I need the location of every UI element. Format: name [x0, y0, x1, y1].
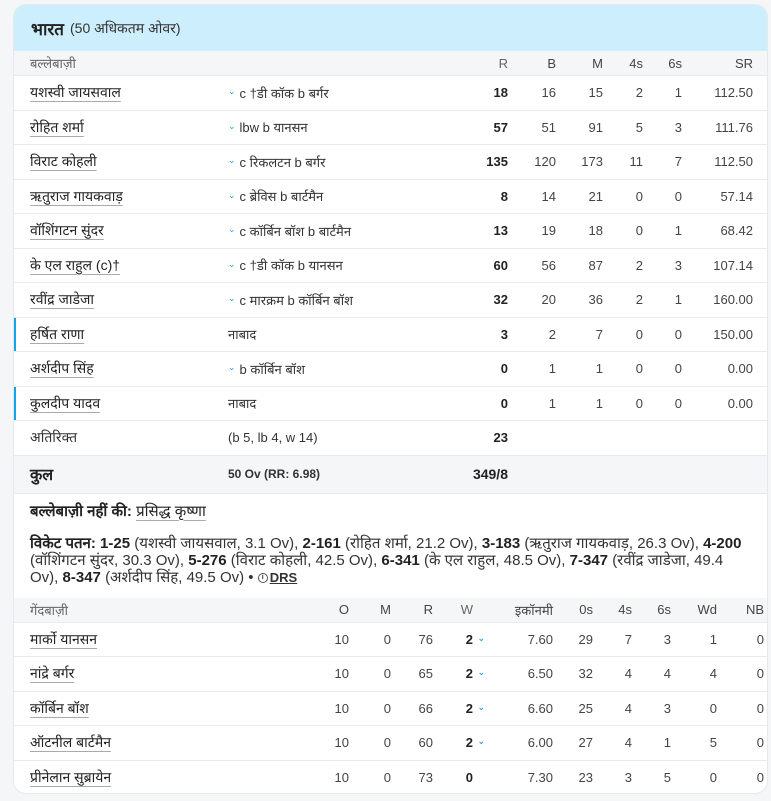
batter-name[interactable]: विराट कोहली [30, 153, 97, 170]
fow-item: 7-347 (रवींद्र जाडेजा, 49.4 Ov), [30, 551, 724, 586]
fours: 11 [629, 154, 643, 170]
batter-name-cell [14, 394, 228, 413]
bowler-row [14, 725, 767, 760]
fow-item: 1-25 (यशस्वी जायसवाल, 3.1 Ov), [100, 534, 303, 552]
batting-label: बल्लेबाज़ी [30, 56, 76, 71]
wickets[interactable] [433, 632, 487, 647]
chevron-down-icon[interactable]: ⌄ [228, 120, 236, 131]
dismissal-text: c कॉर्बिन बॉश b बार्टमैन [239, 223, 352, 239]
wickets-value: 2 [465, 631, 473, 647]
extras-value: 23 [493, 430, 508, 446]
balls: 120 [534, 154, 556, 170]
batter-name[interactable]: के एल राहुल (c)† [30, 256, 121, 273]
strike-rate: 150.00 [713, 326, 753, 342]
balls: 19 [541, 223, 556, 239]
wickets-value: 2 [465, 700, 473, 716]
fow-detail: (रवींद्र जाडेजा, 49.4 Ov) [30, 551, 724, 586]
batter-row [14, 144, 767, 179]
fow-score: 6-341 [381, 551, 420, 569]
sixes: 7 [674, 154, 682, 170]
strike-rate: 57.14 [720, 188, 753, 204]
fow-score: 3-183 [481, 534, 521, 552]
fours-conceded: 3 [624, 769, 632, 785]
dismissal-cell[interactable] [228, 222, 448, 240]
dismissal-text: नाबाद [228, 327, 257, 343]
dismissal-text: c ब्रेविस b बार्टमैन [239, 189, 324, 205]
fow-score: 1-25 [100, 534, 131, 552]
did-not-bat-label: बल्लेबाज़ी नहीं की: [30, 502, 132, 520]
fow-detail: (के एल राहुल, 48.5 Ov) [423, 551, 562, 569]
fours: 2 [635, 85, 643, 101]
fow-detail: (वॉशिंगटन सुंदर, 30.3 Ov) [30, 551, 180, 569]
fow-score: 5-276 [188, 551, 227, 569]
runs: 135 [486, 154, 508, 170]
col-fours-conceded: 4s [618, 602, 632, 617]
bowler-name[interactable]: प्रीनेलान सुब्रायेन [30, 768, 112, 785]
fow-detail: (विराट कोहली, 42.5 Ov) [230, 551, 374, 569]
dismissal-text: c †डी कॉक b यानसन [239, 258, 343, 274]
strike-rate: 160.00 [713, 292, 753, 308]
overs: 10 [334, 769, 349, 785]
runs: 0 [500, 361, 508, 377]
batter-name[interactable]: रोहित शर्मा [30, 118, 84, 135]
dots: 32 [578, 666, 593, 682]
minutes: 1 [595, 361, 603, 377]
batting-rows [14, 75, 767, 420]
col-sixes: 6s [668, 55, 682, 71]
overs: 10 [334, 666, 349, 682]
bowler-name-cell [14, 699, 314, 718]
total-row [14, 455, 767, 493]
bowler-name-cell [14, 768, 314, 787]
bowler-name[interactable]: नांद्रे बर्गर [30, 665, 75, 682]
fow-item [63, 569, 249, 586]
col-strike-rate: SR [734, 55, 753, 71]
did-not-bat-player[interactable]: प्रसिद्ध कृष्णा [136, 502, 206, 520]
col-economy: इकॉनमी [514, 602, 553, 618]
dismissal-text: नाबाद [228, 396, 257, 412]
batter-name[interactable]: यशस्वी जायसवाल [30, 84, 121, 101]
no-balls: 0 [756, 700, 764, 716]
sixes-conceded: 4 [663, 666, 671, 682]
economy: 6.50 [527, 666, 553, 682]
chevron-down-icon[interactable]: ⌄ [228, 258, 236, 269]
no-balls: 0 [756, 735, 764, 751]
balls: 14 [541, 188, 556, 204]
fours: 0 [635, 395, 643, 411]
bowler-name[interactable]: मार्को यानसन [30, 630, 98, 647]
drs-label: DRS [269, 569, 298, 585]
batter-name-cell [14, 256, 228, 275]
minutes: 1 [595, 395, 603, 411]
runs-conceded: 65 [418, 666, 433, 682]
fours-conceded: 4 [624, 666, 632, 682]
batting-table-header [14, 51, 767, 75]
wickets-value: 2 [465, 735, 473, 751]
no-balls: 0 [756, 631, 764, 647]
batter-row [14, 248, 767, 283]
overs: 10 [334, 700, 349, 716]
bowling-table-header [14, 598, 767, 622]
minutes: 91 [588, 119, 603, 135]
sixes: 1 [674, 85, 682, 101]
batter-row [14, 110, 767, 145]
team-name: भारत [31, 19, 64, 39]
bowler-name-cell [14, 664, 314, 683]
chevron-down-icon[interactable]: ⌄ [228, 189, 236, 200]
dismissal-text: lbw b यानसन [239, 120, 308, 136]
chevron-down-icon[interactable]: ⌄ [477, 701, 485, 712]
runs: 13 [493, 223, 508, 239]
extras-label: अतिरिक्त [30, 429, 78, 446]
sixes: 3 [674, 257, 682, 273]
batter-name-cell [14, 187, 228, 206]
wides: 4 [709, 666, 717, 682]
sixes: 0 [674, 326, 682, 342]
fours: 0 [635, 223, 643, 239]
runs-conceded: 73 [418, 769, 433, 785]
runs: 18 [493, 85, 508, 101]
fow-item: 4-200 (वॉशिंगटन सुंदर, 30.3 Ov), [30, 534, 742, 569]
info-icon: i [258, 573, 268, 583]
strike-rate: 112.50 [714, 85, 753, 101]
batter-name-cell [14, 152, 228, 171]
wickets[interactable] [433, 666, 487, 681]
fow-detail: (रोहित शर्मा, 21.2 Ov) [345, 534, 474, 552]
sixes-conceded: 3 [663, 631, 671, 647]
overs: 10 [334, 735, 349, 751]
runs-conceded: 66 [418, 700, 433, 716]
fours: 0 [635, 188, 643, 204]
fow-item: 2-161 (रोहित शर्मा, 21.2 Ov), [302, 534, 482, 552]
runs: 0 [500, 395, 508, 411]
wides: 5 [709, 735, 717, 751]
batter-name-cell [14, 83, 228, 102]
chevron-down-icon[interactable]: ⌄ [477, 736, 485, 747]
dismissal-text: c रिकलटन b बर्गर [239, 154, 326, 170]
fow-separator: • [248, 568, 254, 586]
dismissal-cell[interactable] [228, 153, 448, 171]
bowler-name[interactable]: ऑटनील बार्टमैन [30, 734, 111, 751]
fow-score: 7-347 [569, 551, 609, 569]
dismissal-cell[interactable] [228, 118, 448, 136]
drs-link[interactable] [258, 570, 297, 585]
wickets [433, 770, 487, 785]
fours-conceded: 7 [624, 631, 632, 647]
maidens: 0 [383, 769, 391, 785]
col-sixes-conceded: 6s [657, 602, 671, 617]
batter-name-cell [14, 221, 228, 240]
bowler-row [14, 691, 767, 726]
chevron-down-icon[interactable]: ⌄ [228, 362, 236, 373]
batter-row [14, 179, 767, 214]
strike-rate: 0.00 [727, 395, 753, 411]
total-score: 349/8 [472, 466, 508, 482]
fow-label: विकेट पतन: [30, 534, 96, 552]
fow-detail: (ऋतुराज गायकवाड़, 26.3 Ov) [524, 534, 695, 552]
minutes: 21 [588, 188, 603, 204]
fow-items [30, 535, 741, 586]
minutes: 18 [588, 223, 603, 239]
strike-rate: 111.76 [715, 119, 753, 135]
dots: 29 [578, 631, 593, 647]
bowler-row [14, 622, 767, 657]
total-label: कुल [30, 467, 54, 484]
batter-name-cell [14, 290, 228, 309]
sixes-conceded: 3 [663, 700, 671, 716]
minutes: 87 [588, 257, 603, 273]
scorecard-card [14, 5, 767, 793]
minutes: 7 [595, 326, 603, 342]
runs: 32 [493, 292, 508, 308]
fours: 2 [635, 292, 643, 308]
batter-name[interactable]: अर्शदीप सिंह [30, 360, 94, 377]
col-runs-conceded: R [423, 602, 433, 617]
economy: 7.60 [527, 631, 553, 647]
fours: 0 [635, 326, 643, 342]
strike-rate: 107.14 [713, 257, 753, 273]
runs: 3 [500, 326, 508, 342]
fow-item: 3-183 (ऋतुराज गायकवाड़, 26.3 Ov), [481, 534, 704, 552]
total-overs: 50 Ov (RR: 6.98) [228, 467, 321, 481]
maidens: 0 [383, 666, 391, 682]
balls: 20 [541, 292, 556, 308]
col-wides: Wd [697, 602, 717, 617]
batter-row [14, 282, 767, 317]
wickets[interactable] [433, 701, 487, 716]
bowler-name-cell [14, 733, 314, 752]
dismissal-text: c †डी कॉक b बर्गर [239, 85, 329, 101]
sixes: 1 [674, 292, 682, 308]
fours: 5 [635, 119, 643, 135]
wides: 0 [709, 769, 717, 785]
bowler-name[interactable]: कॉर्बिन बॉश [30, 699, 89, 716]
col-maidens: M [380, 602, 391, 617]
balls: 56 [541, 257, 556, 273]
dismissal-cell[interactable] [228, 291, 448, 309]
chevron-down-icon[interactable]: ⌄ [228, 293, 236, 304]
extras-detail: (b 5, lb 4, w 14) [228, 430, 318, 446]
batter-name[interactable]: रवींद्र जाडेजा [30, 291, 94, 308]
fow-detail: (यशस्वी जायसवाल, 3.1 Ov) [134, 534, 295, 552]
dismissal-cell[interactable] [228, 256, 448, 274]
col-balls: B [547, 55, 556, 71]
batter-name[interactable]: कुलदीप यादव [30, 394, 101, 411]
no-balls: 0 [756, 666, 764, 682]
innings-header [14, 5, 767, 51]
batter-name-cell [14, 118, 228, 137]
batter-row [14, 386, 767, 421]
runs-conceded: 60 [418, 735, 433, 751]
dismissal-text: b कॉर्बिन बॉश [239, 361, 305, 377]
bowler-row [14, 656, 767, 691]
economy: 7.30 [527, 769, 553, 785]
runs: 60 [493, 257, 508, 273]
fours: 0 [635, 361, 643, 377]
minutes: 173 [581, 154, 603, 170]
overs-note: (50 अधिकतम ओवर) [70, 19, 181, 36]
chevron-down-icon[interactable]: ⌄ [477, 667, 485, 678]
dots: 23 [578, 769, 593, 785]
balls: 16 [541, 85, 556, 101]
maidens: 0 [383, 631, 391, 647]
sixes: 3 [674, 119, 682, 135]
strike-rate: 68.42 [720, 223, 753, 239]
runs: 57 [493, 119, 508, 135]
maidens: 0 [383, 735, 391, 751]
runs: 8 [500, 188, 508, 204]
fow-item: 6-341 (के एल राहुल, 48.5 Ov), [381, 551, 570, 569]
overs: 10 [334, 631, 349, 647]
bowler-row [14, 760, 767, 794]
sixes: 1 [674, 223, 682, 239]
col-wickets: W [460, 602, 473, 617]
balls: 1 [548, 361, 556, 377]
col-fours: 4s [629, 55, 643, 71]
fours: 2 [635, 257, 643, 273]
balls: 51 [541, 119, 556, 135]
dismissal-cell [228, 325, 448, 343]
maidens: 0 [383, 700, 391, 716]
sixes: 0 [674, 361, 682, 377]
batter-row [14, 213, 767, 248]
chevron-down-icon[interactable]: ⌄ [228, 224, 236, 235]
fow-detail: (अर्शदीप सिंह, 49.5 Ov) [105, 568, 245, 586]
batter-name[interactable]: ऋतुराज गायकवाड़ [30, 187, 123, 204]
strike-rate: 112.50 [714, 154, 753, 170]
minutes: 15 [588, 85, 603, 101]
wickets-value: 0 [465, 769, 473, 785]
bowling-label: गेंदबाज़ी [30, 602, 69, 618]
dismissal-cell [228, 394, 448, 412]
chevron-down-icon[interactable]: ⌄ [228, 86, 236, 97]
strike-rate: 0.00 [727, 361, 753, 377]
wides: 1 [709, 631, 717, 647]
fours-conceded: 4 [624, 735, 632, 751]
wickets-value: 2 [465, 666, 473, 682]
col-dots: 0s [579, 602, 593, 617]
fow-score: 4-200 [703, 534, 742, 552]
dismissal-text: c मारक्रम b कॉर्बिन बॉश [239, 292, 353, 308]
batter-row [14, 75, 767, 110]
sixes: 0 [674, 395, 682, 411]
col-minutes: M [592, 55, 603, 71]
bowler-name-cell [14, 630, 314, 649]
batter-row [14, 351, 767, 386]
fours-conceded: 4 [624, 700, 632, 716]
fow-score: 8-347 [62, 568, 101, 586]
fow-item: 5-276 (विराट कोहली, 42.5 Ov), [188, 551, 382, 569]
minutes: 36 [588, 292, 603, 308]
chevron-down-icon[interactable]: ⌄ [477, 632, 485, 643]
dots: 25 [578, 700, 593, 716]
fow-score: 2-161 [302, 534, 341, 552]
wides: 0 [709, 700, 717, 716]
col-no-balls: NB [745, 602, 764, 617]
col-overs: O [338, 602, 349, 617]
balls: 2 [548, 326, 556, 342]
sixes: 0 [674, 188, 682, 204]
batter-name[interactable]: वॉशिंगटन सुंदर [30, 222, 104, 239]
batter-name-cell [14, 325, 228, 344]
runs-conceded: 76 [418, 631, 433, 647]
balls: 1 [548, 395, 556, 411]
economy: 6.00 [527, 735, 553, 751]
sixes-conceded: 1 [663, 735, 671, 751]
wickets[interactable] [433, 735, 487, 750]
extras-row [14, 420, 767, 455]
chevron-down-icon[interactable]: ⌄ [228, 155, 236, 166]
col-runs: R [498, 55, 508, 71]
dismissal-cell[interactable] [228, 187, 448, 205]
dismissal-cell[interactable] [228, 360, 448, 378]
did-not-bat [14, 493, 767, 527]
sixes-conceded: 5 [663, 769, 671, 785]
economy: 6.60 [527, 700, 553, 716]
bowling-rows [14, 622, 767, 794]
dots: 27 [578, 735, 593, 751]
dismissal-cell[interactable] [228, 84, 448, 102]
fall-of-wickets [14, 527, 767, 598]
no-balls: 0 [756, 769, 764, 785]
batter-row [14, 317, 767, 352]
batter-name[interactable]: हर्षित राणा [30, 325, 85, 342]
batter-name-cell [14, 359, 228, 378]
